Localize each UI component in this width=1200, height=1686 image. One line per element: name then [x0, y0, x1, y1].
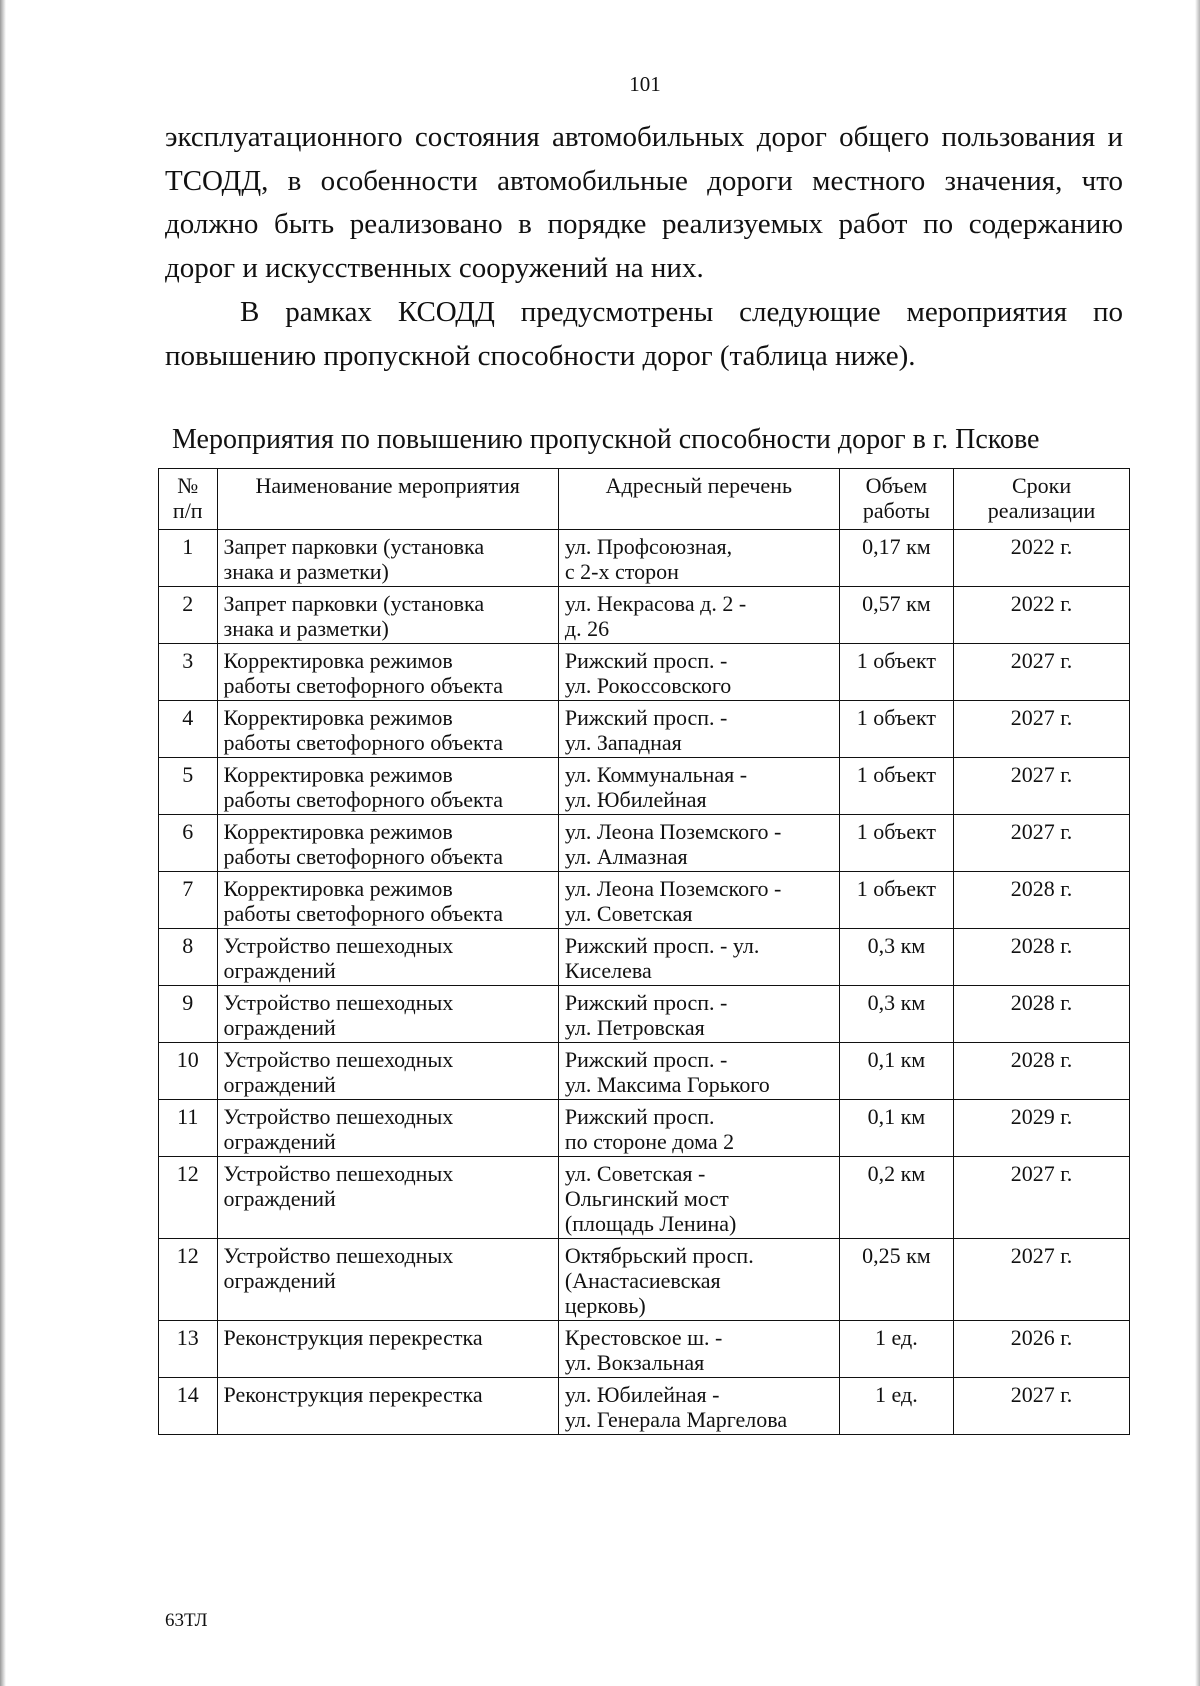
cell-term: 2027 г. — [954, 644, 1130, 701]
cell-num: 3 — [159, 644, 218, 701]
cell-num: 5 — [159, 758, 218, 815]
cell-term: 2027 г. — [954, 1239, 1130, 1321]
cell-term: 2022 г. — [954, 587, 1130, 644]
cell-name: Реконструкция перекрестка — [217, 1321, 558, 1378]
cell-name: Корректировка режимов работы светофорного объекта — [217, 758, 558, 815]
table-row — [159, 815, 1130, 872]
cell-name: Устройство пешеходных ограждений — [217, 1100, 558, 1157]
cell-name: Устройство пешеходных ограждений — [217, 929, 558, 986]
table-row — [159, 1378, 1130, 1435]
cell-term: 2028 г. — [954, 1043, 1130, 1100]
cell-name: Реконструкция перекрестка — [217, 1378, 558, 1435]
cell-address: ул. Коммунальная - ул. Юбилейная — [558, 758, 839, 815]
cell-volume: 1 объект — [839, 872, 953, 929]
cell-term: 2027 г. — [954, 758, 1130, 815]
table-row — [159, 587, 1130, 644]
cell-address: Крестовское ш. - ул. Вокзальная — [558, 1321, 839, 1378]
cell-address: Рижский просп. - ул. Западная — [558, 701, 839, 758]
paragraph-1: эксплуатационного состояния автомобильных дорог общего пользования и ТСОДД, в особенности автомобильные дороги местного значения, что должно быть реализовано в порядке реализуемых работ по содержанию дорог и искусственных сооружений на них. — [165, 121, 1123, 284]
cell-name: Корректировка режимов работы светофорного объекта — [217, 644, 558, 701]
page-number: 101 — [629, 72, 661, 96]
cell-volume: 1 объект — [839, 758, 953, 815]
table-row — [159, 1100, 1130, 1157]
cell-address: Рижский просп. - ул. Киселева — [558, 929, 839, 986]
cell-term: 2027 г. — [954, 1157, 1130, 1239]
measures-table — [158, 468, 1130, 1435]
cell-address: ул. Леона Поземского - ул. Алмазная — [558, 815, 839, 872]
table-row — [159, 758, 1130, 815]
cell-address: Рижский просп. - ул. Петровская — [558, 986, 839, 1043]
header-term: Сроки реализации — [954, 469, 1130, 530]
scan-edge-right — [1195, 0, 1200, 1686]
cell-num: 14 — [159, 1378, 218, 1435]
cell-volume: 0,1 км — [839, 1100, 953, 1157]
header-volume: Объем работы — [839, 469, 953, 530]
cell-address: ул. Некрасова д. 2 - д. 26 — [558, 587, 839, 644]
cell-term: 2022 г. — [954, 530, 1130, 587]
cell-volume: 1 ед. — [839, 1321, 953, 1378]
cell-volume: 0,2 км — [839, 1157, 953, 1239]
cell-name: Корректировка режимов работы светофорного объекта — [217, 815, 558, 872]
table-row — [159, 644, 1130, 701]
footer-code: 63ТЛ — [165, 1610, 208, 1631]
header-name: Наименование мероприятия — [217, 469, 558, 530]
cell-address: ул. Профсоюзная, с 2-х сторон — [558, 530, 839, 587]
cell-name: Устройство пешеходных ограждений — [217, 986, 558, 1043]
cell-num: 11 — [159, 1100, 218, 1157]
cell-term: 2026 г. — [954, 1321, 1130, 1378]
table-body — [159, 530, 1130, 1435]
header-address: Адресный перечень — [558, 469, 839, 530]
table-header-row — [159, 469, 1130, 530]
cell-address: ул. Советская - Ольгинский мост (площадь Ленина) — [558, 1157, 839, 1239]
cell-address: ул. Леона Поземского - ул. Советская — [558, 872, 839, 929]
cell-term: 2028 г. — [954, 929, 1130, 986]
cell-name: Запрет парковки (установка знака и разметки) — [217, 530, 558, 587]
cell-volume: 1 объект — [839, 701, 953, 758]
cell-address: Рижский просп. - ул. Рокоссовского — [558, 644, 839, 701]
cell-volume: 0,57 км — [839, 587, 953, 644]
paragraph-2: В рамках КСОДД предусмотрены следующие мероприятия по повышению пропускной способности дорог (таблица ниже). — [165, 296, 1123, 372]
cell-volume: 1 объект — [839, 815, 953, 872]
cell-name: Корректировка режимов работы светофорного объекта — [217, 701, 558, 758]
table-row — [159, 1157, 1130, 1239]
cell-volume: 0,3 км — [839, 929, 953, 986]
header-num: № п/п — [159, 469, 218, 530]
table-row — [159, 872, 1130, 929]
cell-volume: 1 ед. — [839, 1378, 953, 1435]
cell-num: 13 — [159, 1321, 218, 1378]
cell-volume: 1 объект — [839, 644, 953, 701]
cell-address: Рижский просп. по стороне дома 2 — [558, 1100, 839, 1157]
cell-name: Устройство пешеходных ограждений — [217, 1043, 558, 1100]
cell-num: 9 — [159, 986, 218, 1043]
cell-name: Устройство пешеходных ограждений — [217, 1157, 558, 1239]
table-row — [159, 1321, 1130, 1378]
cell-name: Устройство пешеходных ограждений — [217, 1239, 558, 1321]
cell-term: 2029 г. — [954, 1100, 1130, 1157]
cell-volume: 0,25 км — [839, 1239, 953, 1321]
cell-volume: 0,17 км — [839, 530, 953, 587]
table-row — [159, 701, 1130, 758]
cell-volume: 0,1 км — [839, 1043, 953, 1100]
cell-volume: 0,3 км — [839, 986, 953, 1043]
cell-term: 2027 г. — [954, 1378, 1130, 1435]
table-row — [159, 1239, 1130, 1321]
cell-num: 2 — [159, 587, 218, 644]
cell-num: 1 — [159, 530, 218, 587]
cell-term: 2027 г. — [954, 815, 1130, 872]
cell-num: 12 — [159, 1239, 218, 1321]
scan-edge-left — [0, 0, 6, 1686]
cell-term: 2028 г. — [954, 872, 1130, 929]
cell-term: 2028 г. — [954, 986, 1130, 1043]
cell-address: Октябрьский просп. (Анастасиевская церковь) — [558, 1239, 839, 1321]
cell-address: Рижский просп. - ул. Максима Горького — [558, 1043, 839, 1100]
cell-num: 7 — [159, 872, 218, 929]
table-row — [159, 1043, 1130, 1100]
cell-term: 2027 г. — [954, 701, 1130, 758]
table-caption: Мероприятия по повышению пропускной способности дорог в г. Пскове — [172, 424, 1040, 455]
cell-num: 10 — [159, 1043, 218, 1100]
cell-num: 6 — [159, 815, 218, 872]
cell-num: 4 — [159, 701, 218, 758]
table-row — [159, 530, 1130, 587]
cell-address: ул. Юбилейная - ул. Генерала Маргелова — [558, 1378, 839, 1435]
cell-name: Запрет парковки (установка знака и разметки) — [217, 587, 558, 644]
cell-name: Корректировка режимов работы светофорного объекта — [217, 872, 558, 929]
cell-num: 8 — [159, 929, 218, 986]
table-row — [159, 986, 1130, 1043]
table-row — [159, 929, 1130, 986]
cell-num: 12 — [159, 1157, 218, 1239]
